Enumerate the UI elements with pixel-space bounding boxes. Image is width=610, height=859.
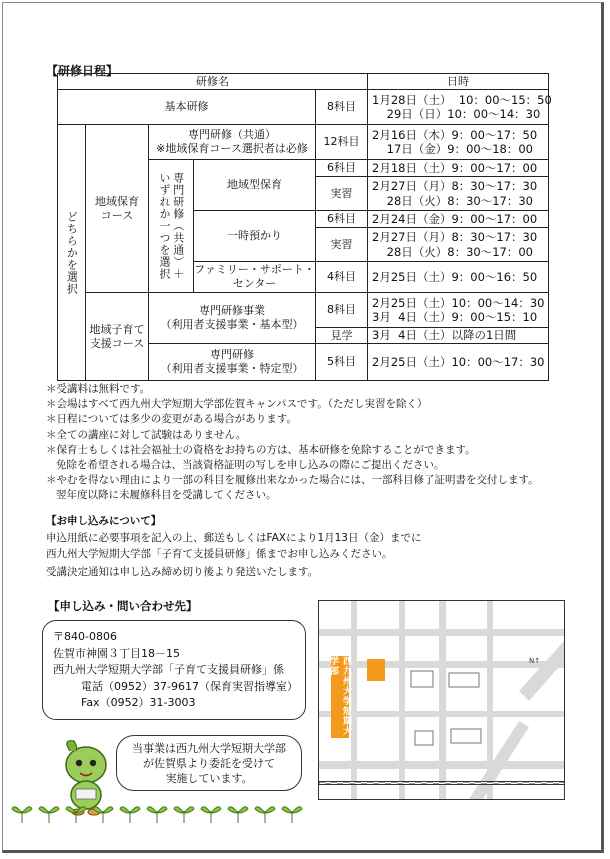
note-item: ＊やむを得ない理由により一部の科目を履修出来なかった場合には、一部科目修了証明書を交付します。 bbox=[46, 474, 539, 487]
application-line: 申込用紙に必要事項を記入の上、郵送もしくはFAXにより1月13日（金）までに bbox=[46, 532, 422, 544]
application-line: 受講決定通知は申し込み締め切り後より発送いたします。 bbox=[46, 566, 319, 578]
fax: Fax（0952）31-3003 bbox=[81, 696, 196, 709]
specialized-common-dates: 2月16日（木）9：00～17：50 17日（金）9：00～18：00 bbox=[367, 124, 549, 160]
phone: 電話（0952）37-9617（保育実習指導室） bbox=[81, 679, 298, 693]
bubble-line: が佐賀県より委託を受けて bbox=[143, 757, 275, 770]
specialized-project-observation: 見学 bbox=[315, 327, 368, 344]
specialized-specific-name: 専門研修 （利用者支援事業・特定型） bbox=[148, 343, 316, 381]
note-item: ＊全ての講座に対して試験はありません。 bbox=[46, 428, 247, 441]
regional-childcare-date: 2月18日（土）9：00～17：00 bbox=[367, 159, 549, 177]
basic-training-dates: 1月28日（土） 10：00～15：50 29日（日）10：00～14：30 bbox=[367, 89, 549, 125]
family-support-units: 4科目 bbox=[315, 261, 368, 293]
organization: 西九州大学短期大学部「子育て支援員研修」係 bbox=[53, 663, 284, 676]
speech-bubble bbox=[116, 735, 302, 791]
regional-childcare-course: 地域保育 コース bbox=[85, 124, 149, 293]
specialized-specific-units: 5科目 bbox=[315, 343, 368, 381]
regional-childcare-units: 6科目 bbox=[315, 159, 368, 177]
sprout-icon bbox=[174, 807, 194, 823]
location-map bbox=[318, 600, 565, 800]
regional-childcare-name: 地域型保育 bbox=[193, 159, 316, 211]
child-rearing-support-course: 地域子育て 支援コース bbox=[85, 292, 149, 381]
note-item: 免除を希望される場合は、当該資格証明の写しを申し込みの際にご提出ください。 bbox=[56, 459, 445, 472]
notes-list bbox=[46, 382, 539, 504]
specialized-project-name: 専門研修事業 （利用者支援事業・基本型） bbox=[148, 292, 316, 344]
application-heading: 【お申し込みについて】 bbox=[46, 515, 162, 527]
sprout-icon bbox=[255, 807, 275, 823]
note-item: ＊受講料は無料です。 bbox=[46, 383, 151, 395]
note-item: 翌年度以降に未履修科目を受講してください。 bbox=[56, 489, 277, 502]
family-support-name: ファミリー・サポート・ センター bbox=[193, 261, 316, 293]
schedule-heading: 【研修日程】 bbox=[46, 64, 119, 78]
sprout-icon bbox=[66, 807, 86, 823]
temporary-care-practice: 実習 bbox=[315, 227, 368, 262]
family-support-date: 2月25日（土）9：00～16：50 bbox=[367, 261, 549, 293]
contact-heading: 【申し込み・問い合わせ先】 bbox=[48, 599, 198, 613]
regional-childcare-practice-dates: 2月27日（月）8：30～17：30 28日（火）8：30～17：30 bbox=[367, 176, 549, 211]
specialized-project-observation-date: 3月 4日（土）以降の1日間 bbox=[367, 327, 549, 344]
postal-code: 〒840-0806 bbox=[53, 630, 117, 643]
choose-either-label: どちらかを選択 bbox=[57, 124, 86, 381]
header-course-name: 研修名 bbox=[57, 73, 368, 90]
basic-training-name: 基本研修 bbox=[57, 89, 316, 125]
application-line: 西九州大学短期大学部「子育て支援員研修」係までお申し込みください。 bbox=[46, 548, 393, 560]
sprout-icon bbox=[12, 807, 32, 823]
map-north-label: N↑ bbox=[529, 657, 541, 665]
specialized-common-units: 12科目 bbox=[315, 124, 368, 160]
basic-training-units: 8科目 bbox=[315, 89, 368, 125]
note-item: ＊保育士もしくは社会福祉士の資格をお持ちの方は、基本研修を免除することができます。 bbox=[46, 443, 476, 456]
note-item: ＊会場はすべて西九州大学短期大学部佐賀キャンパスです。（ただし実習を除く） bbox=[46, 398, 428, 411]
sprout-icon bbox=[228, 807, 248, 823]
specialized-project-units: 8科目 bbox=[315, 292, 368, 328]
specialized-project-dates: 2月25日（土）10：00～14：30 3月 4日（土）9：00～15：10 bbox=[367, 292, 549, 328]
temporary-care-name: 一時預かり bbox=[193, 210, 316, 262]
note-item: ＊日程については多少の変更がある場合があります。 bbox=[46, 413, 297, 426]
sprout-icon bbox=[93, 807, 113, 823]
specialized-common-name: 専門研修（共通） ※地域保育コース選択者は必修 bbox=[148, 124, 316, 160]
contact-box bbox=[42, 620, 306, 720]
sprout-icon bbox=[39, 807, 59, 823]
specialized-specific-date: 2月25日（土）10：00～17：30 bbox=[367, 343, 549, 381]
sprout-icon bbox=[282, 807, 302, 823]
map-university-label: 西九州大学短期大学部 bbox=[328, 656, 351, 736]
temporary-care-units: 6科目 bbox=[315, 210, 368, 228]
sprout-icon bbox=[201, 807, 221, 823]
temporary-care-practice-dates: 2月27日（月）8：30～17：30 28日（火）8：30～17：00 bbox=[367, 227, 549, 262]
address: 佐賀市神園３丁目18－15 bbox=[53, 646, 180, 660]
specialized-choose-one: 専門研修（共通）＋ いずれか一つを選択 bbox=[148, 159, 194, 293]
header-datetime: 日時 bbox=[367, 73, 549, 90]
sprout-icon bbox=[147, 807, 167, 823]
bubble-line: 当事業は西九州大学短期大学部 bbox=[132, 742, 286, 755]
regional-childcare-practice: 実習 bbox=[315, 176, 368, 211]
temporary-care-date: 2月24日（金）9：00～17：00 bbox=[367, 210, 549, 228]
bubble-line: 実施しています。 bbox=[165, 772, 253, 785]
sprouts-decoration bbox=[10, 795, 320, 825]
map-illustration bbox=[319, 601, 564, 799]
sprout-icon bbox=[120, 807, 140, 823]
